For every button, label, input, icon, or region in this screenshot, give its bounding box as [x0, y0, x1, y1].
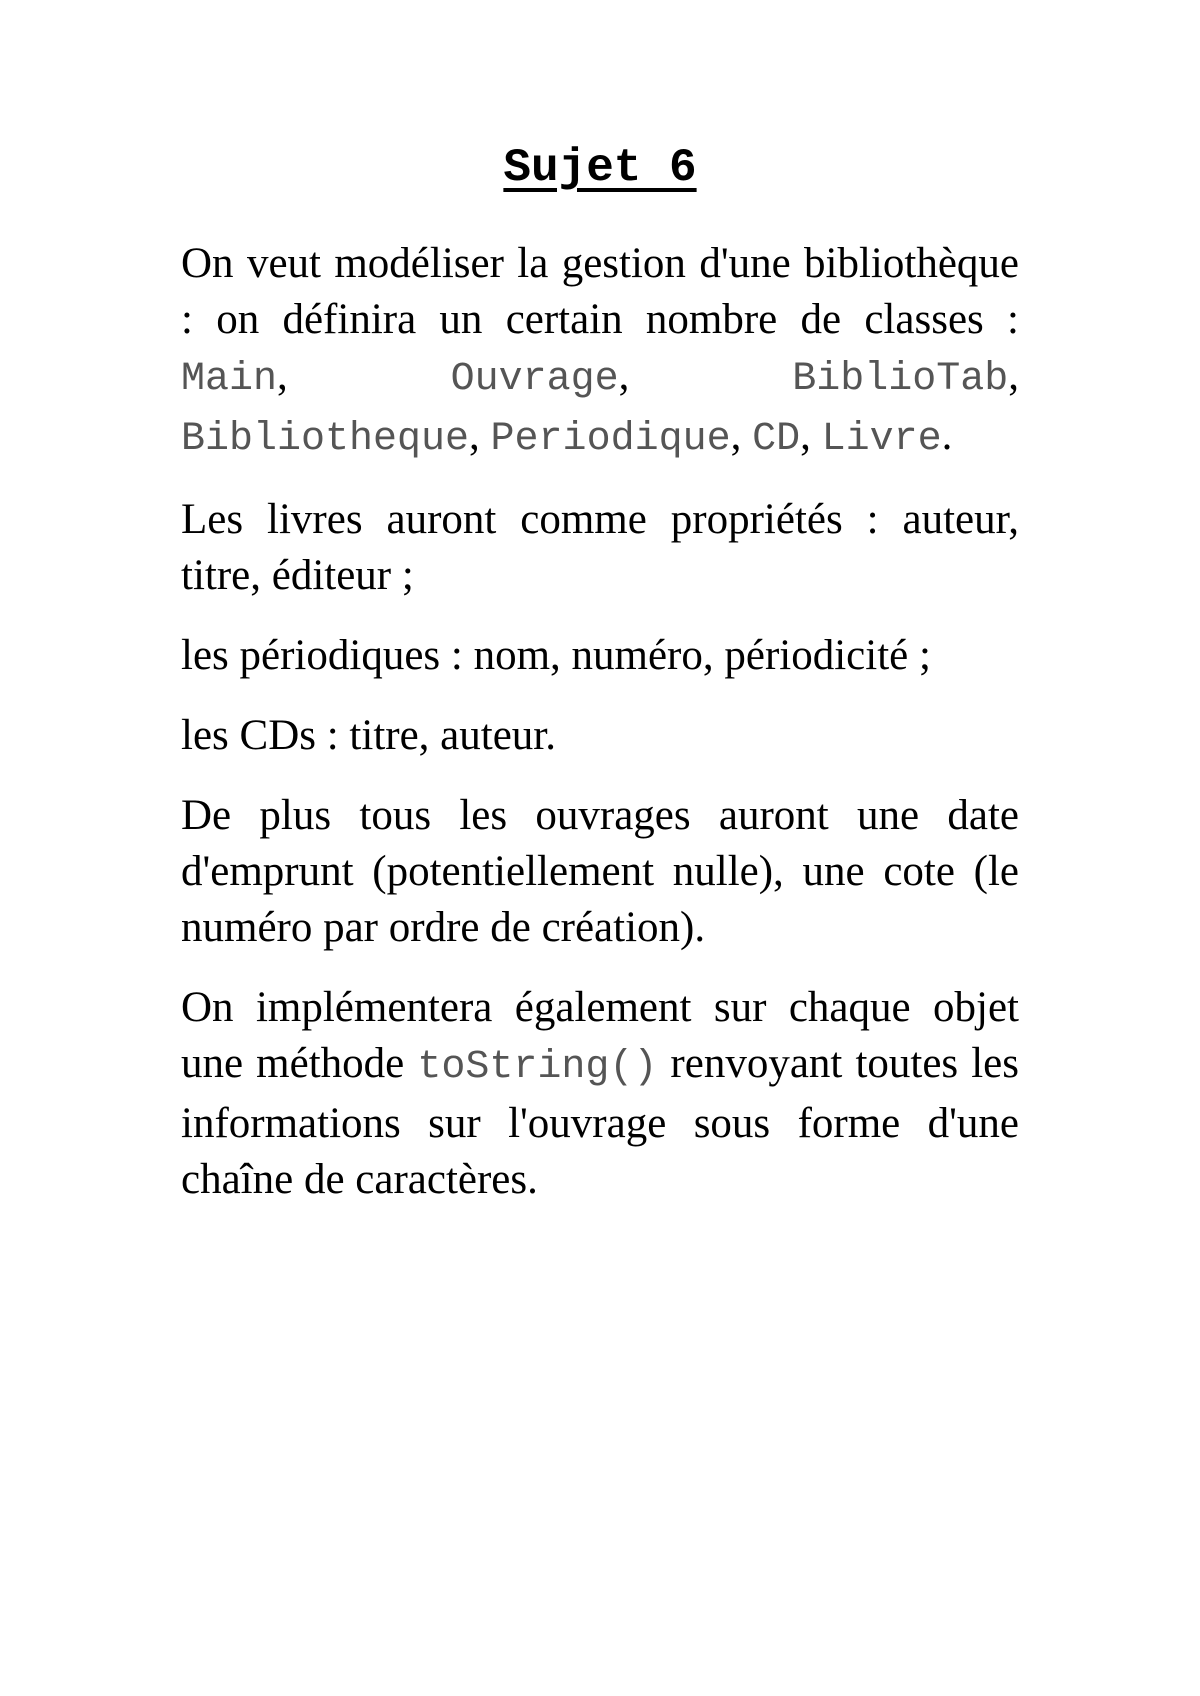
paragraph-ouvrages: De plus tous les ouvrages auront une date d'emprunt (potentiellement nulle), une cote (le numéro par ordre de création). — [181, 792, 1019, 951]
separator: , — [469, 412, 491, 459]
intro-text: On veut modéliser la gestion d'une bibliothèque : on définira un certain nombre de classes : — [181, 240, 1019, 343]
document-title-text: Sujet 6 — [503, 142, 697, 194]
class-name-bibliotab: BiblioTab — [792, 357, 1009, 402]
document-title — [0, 138, 1200, 198]
separator: , — [618, 352, 793, 399]
paragraph-livres: Les livres auront comme propriétés : auteur, titre, éditeur ; — [181, 496, 1019, 599]
tostring-before: On implémentera également sur chaque objet une méthode — [181, 984, 1019, 1087]
paragraph-cds: les CDs : titre, auteur. — [181, 712, 556, 759]
class-name-main: Main — [181, 357, 278, 402]
separator: , — [277, 352, 451, 399]
paragraph-intro — [181, 236, 1019, 468]
paragraph-tostring — [181, 980, 1019, 1208]
tostring-after: renvoyant toutes les informations sur l'ouvrage sous forme d'une chaîne de caractères. — [181, 1040, 1020, 1203]
separator: , — [800, 412, 822, 459]
separator: , — [1008, 352, 1019, 399]
class-name-livre: Livre — [821, 417, 942, 462]
method-name-tostring: toString() — [417, 1045, 658, 1090]
class-name-cd: CD — [752, 417, 801, 462]
class-name-bibliotheque: Bibliotheque — [181, 417, 470, 462]
class-name-ouvrage: Ouvrage — [450, 357, 619, 402]
separator: , — [730, 412, 753, 459]
document-body — [181, 236, 1019, 1232]
class-name-periodique: Periodique — [490, 417, 731, 462]
paragraph-periodiques: les périodiques : nom, numéro, périodicité ; — [181, 632, 931, 679]
intro-end: . — [941, 412, 953, 459]
